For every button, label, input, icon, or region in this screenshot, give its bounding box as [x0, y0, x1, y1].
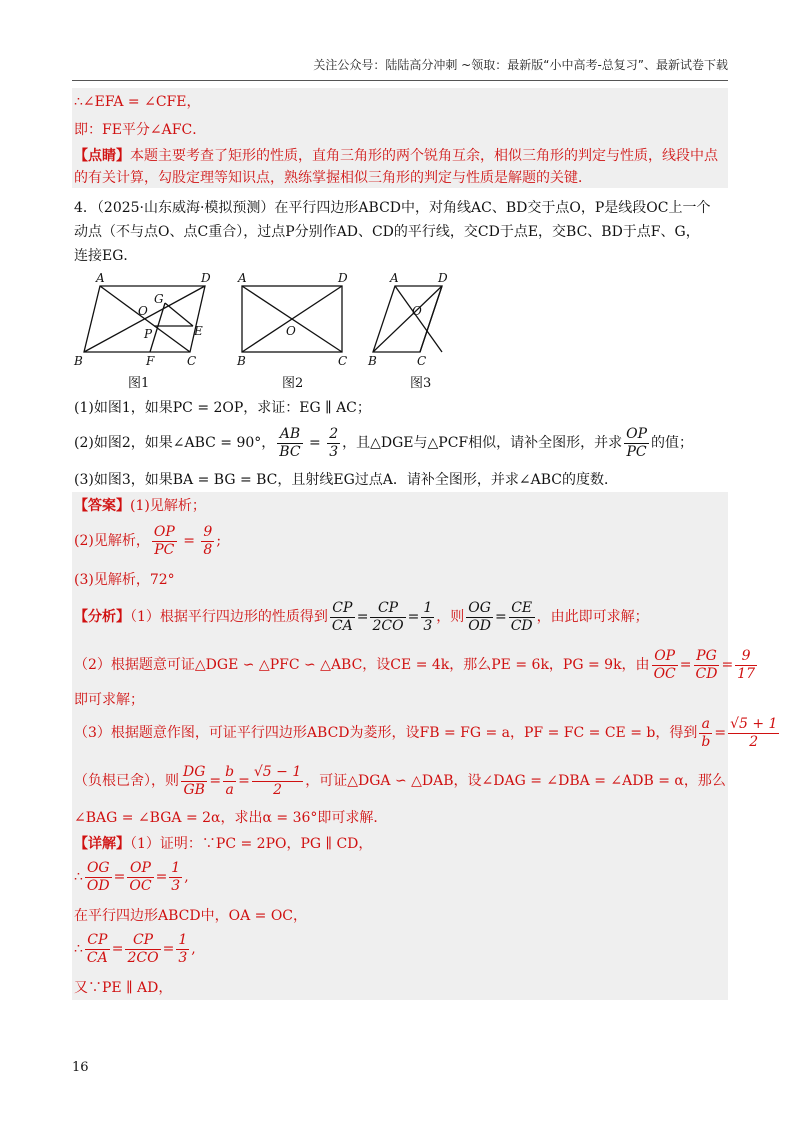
frac-b-a: $\frac{b}{a}$ [225, 763, 235, 798]
tip-line-2: 的有关计算，勾股定理等知识点，熟练掌握相似三角形的判定与性质是解题的关键． [74, 170, 592, 186]
frac-detail-op-oc: $\frac{OP}{OC}$ [129, 859, 152, 894]
fig1-line-fg [150, 303, 165, 352]
frac-detail-cp-2co: $\frac{CP}{2CO}$ [127, 931, 159, 966]
fig2-label-a: A [238, 271, 247, 285]
fig2-label-b: B [237, 354, 246, 368]
prev-line-1: ∴∠EFA = ∠CFE， [74, 94, 201, 110]
answer-tag: 【答案】 [74, 498, 130, 514]
frac-detail-one-third: $\frac{1}{3}$ [171, 859, 181, 894]
detail-line-4: ∴ $\frac{CP}{CA}$ = $\frac{CP}{2CO}$ = $\frac{1}{3}$ , [74, 931, 196, 966]
fig1-label-p: P [144, 327, 153, 341]
answer-line-3: (3)见解析，72° [74, 572, 175, 588]
frac-og-od: $\frac{OG}{OD}$ [468, 599, 491, 634]
frac-nine-17: $\frac{9}{17}$ [737, 647, 755, 682]
fig3-label-d: D [438, 271, 448, 285]
fig1-diagonal-bd [84, 286, 205, 352]
frac-ab-bc: $\frac{AB}{BC}$ [279, 425, 301, 460]
fig1-label-c: C [187, 354, 197, 368]
frac-detail-one-third-2: $\frac{1}{3}$ [178, 931, 188, 966]
analysis-line-3b: （负根已舍），则 $\frac{DG}{GB}$ = $\frac{b}{a}$ = $\frac{√5 - 1}{2}$ ，可证△DGA ∽ △DAB，设∠DAG = ∠DBA = ∠ADB = α，那么 [74, 763, 726, 798]
fig2-label-o: O [286, 324, 296, 338]
frac-two-thirds: $\frac{2}{3}$ [329, 425, 339, 460]
tip-tag: 【点睛】 [74, 148, 130, 164]
analysis-tag: 【分析】 [74, 609, 130, 625]
fig1-label-e: E [194, 324, 203, 338]
fig2-caption: 图2 [282, 376, 304, 391]
fig3-caption: 图3 [410, 376, 432, 391]
page-number: 16 [72, 1060, 89, 1075]
geometry-figures [70, 268, 470, 368]
detail-tag: 【详解】 [74, 836, 130, 852]
fig1-label-b: B [74, 354, 83, 368]
detail-line-2: ∴ $\frac{OG}{OD}$ = $\frac{OP}{OC}$ = $\frac{1}{3}$ , [74, 859, 189, 894]
detail-line-5: 又∵PE ∥ AD， [74, 980, 173, 996]
fig2-label-d: D [338, 271, 348, 285]
detail-line-1: 【详解】（1）证明：∵PC = 2PO，PG ∥ CD， [74, 836, 373, 852]
fig1-label-f: F [146, 354, 155, 368]
question-3: (3)如图3，如果BA = BG = BC，且射线EG过点A．请补全图形，并求∠ABC的度数． [74, 472, 619, 488]
fig1-label-o: O [138, 304, 148, 318]
fig3-diagonal-ac [395, 286, 442, 352]
analysis-line-3: （3）根据题意作图，可证平行四边形ABCD为菱形，设FB = FG = a，PF = FC = CE = b，得到 $\frac{a}{b}$ = $\frac{√5 + 1}{2}$ [74, 715, 778, 750]
page-header: 关注公众号：陆陆高分冲刺 ~领取：最新版“小中高考-总复习”、最新试卷下载 [313, 58, 728, 72]
frac-cp-2co: $\frac{CP}{2CO}$ [372, 599, 404, 634]
header-divider [72, 80, 728, 81]
frac-detail-og-od: $\frac{OG}{OD}$ [86, 859, 110, 894]
q2-text-mid: ，且△DGE与△PCF相似，请补全图形，并求 [342, 435, 623, 451]
tip-text-1: 本题主要考查了矩形的性质，直角三角形的两个锐角互余，相似三角形的判定与性质，线段中点 [130, 148, 718, 164]
prev-line-2: 即：FE平分∠AFC． [74, 122, 207, 138]
frac-op-pc: $\frac{OP}{PC}$ [626, 425, 648, 460]
frac-one-third: $\frac{1}{3}$ [423, 599, 433, 634]
analysis-line-3c: ∠BAG = ∠BGA = 2α，求出α = 36°即可求解． [74, 810, 388, 826]
answer-1: (1)见解析； [130, 498, 206, 514]
fig1-label-g: G [154, 292, 164, 306]
frac-sqrt5-minus-1: $\frac{√5 - 1}{2}$ [253, 763, 302, 798]
frac-a-b: $\frac{a}{b}$ [701, 715, 711, 750]
fig3-label-o: O [412, 304, 422, 318]
frac-op-oc: $\frac{OP}{OC}$ [653, 647, 676, 682]
answer-2-pre: (2)见解析， [74, 533, 150, 549]
fig1-line-eg [165, 303, 193, 326]
frac-answer-op-pc: $\frac{OP}{PC}$ [153, 523, 175, 558]
frac-sqrt5-plus-1: $\frac{√5 + 1}{2}$ [730, 715, 778, 750]
tip-line-1 [74, 146, 718, 166]
analysis-line-2: （2）根据题意可证△DGE ∽ △PFC ∽ △ABC，设CE = 4k，那么PE = 6k，PG = 9k，由 $\frac{OP}{OC}$ = $\frac{PG}{CD}$ = $\frac{9}{17}$ [74, 647, 755, 682]
analysis-line-2b: 即可求解； [74, 692, 144, 708]
answer-line-2: (2)见解析， $\frac{OP}{PC}$ = $\frac{9}{8}$ ; [74, 523, 222, 558]
fig1-label-a: A [96, 271, 105, 285]
fig3-label-a: A [390, 271, 399, 285]
q2-text-post: 的值； [651, 435, 694, 451]
q2-text-pre: (2)如图2，如果∠ABC = 90°， [74, 435, 276, 451]
frac-dg-gb: $\frac{DG}{GB}$ [183, 763, 206, 798]
frac-pg-cd: $\frac{PG}{CD}$ [695, 647, 718, 682]
frac-nine-eighths: $\frac{9}{8}$ [203, 523, 213, 558]
fig1-caption: 图1 [128, 376, 150, 391]
fig1-label-d: D [201, 271, 211, 285]
detail-line-3: 在平行四边形ABCD中，OA = OC， [74, 908, 308, 924]
fig2-label-c: C [338, 354, 348, 368]
question-2: (2)如图2，如果∠ABC = 90°， $\frac{AB}{BC}$ = $\frac{2}{3}$ ，且△DGE与△PCF相似，请补全图形，并求 $\frac{OP}{PC}$ 的值； [74, 425, 694, 460]
problem-line-3: 连接EG． [74, 248, 138, 264]
fig3-label-b: B [368, 354, 377, 368]
frac-detail-cp-ca: $\frac{CP}{CA}$ [86, 931, 108, 966]
answer-line-1 [74, 496, 206, 516]
frac-cp-ca: $\frac{CP}{CA}$ [331, 599, 353, 634]
frac-ce-cd: $\frac{CE}{CD}$ [510, 599, 533, 634]
problem-line-1: 4．（2025·山东威海·模拟预测）在平行四边形ABCD中，对角线AC、BD交于点O，P是线段OC上一个 [74, 200, 711, 216]
question-1: (1)如图1，如果PC = 2OP，求证：EG ∥ AC； [74, 400, 371, 416]
problem-line-2: 动点（不与点O、点C重合），过点P分别作AD、CD的平行线，交CD于点E，交BC、BD于点F、G， [74, 224, 700, 240]
analysis-line-1: 【分析】（1）根据平行四边形的性质得到 $\frac{CP}{CA}$ = $\frac{CP}{2CO}$ = $\frac{1}{3}$ ，则 $\frac{OG}{OD}$ = $\frac{CE}{CD}$ ，由此即可求解； [74, 599, 649, 634]
fig3-label-c: C [417, 354, 427, 368]
